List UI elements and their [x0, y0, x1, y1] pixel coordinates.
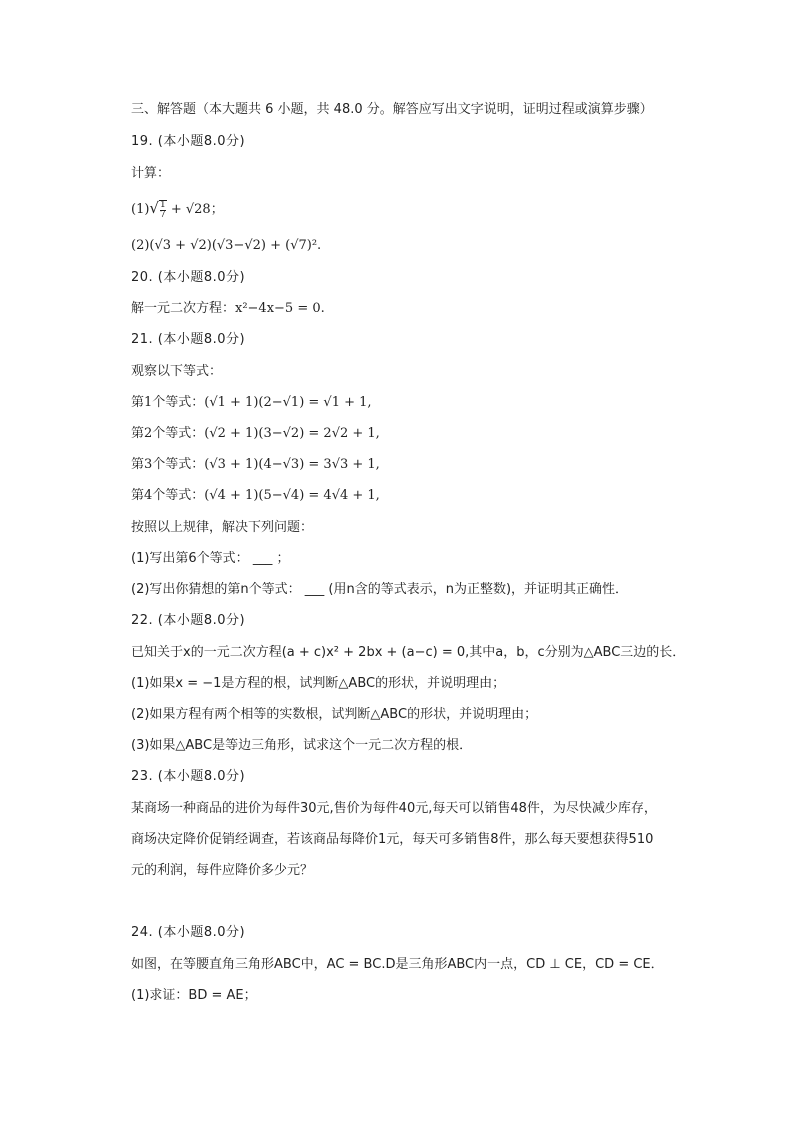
q21-part2: (2)写出你猜想的第n个等式： ___ (用n含的等式表示，n为正整数)，并证明其正确性． — [131, 582, 629, 597]
q23-header: 23. (本小题8.0分) — [131, 769, 246, 784]
q21-eq2: 第2个等式：(√2 + 1)(3−√2) = 2√2 + 1, — [131, 426, 380, 441]
q24-part1: (1)求证：BD = AE； — [131, 988, 257, 1003]
q24-prompt: 如图，在等腰直角三角形ABC中，AC = BC.D是三角形ABC内一点，CD ⊥ CE，CD = CE． — [131, 957, 664, 972]
q19-fraction-den: 7 — [159, 209, 166, 220]
q19-part2: (2)(√3 + √2)(√3−√2) + (√7)². — [131, 238, 322, 253]
q21-eq4: 第4个等式：(√4 + 1)(5−√4) = 4√4 + 1, — [131, 488, 380, 503]
q22-part1: (1)如果x = −1是方程的根，试判断△ABC的形状，并说明理由； — [131, 676, 506, 691]
q22-header: 22. (本小题8.0分) — [131, 613, 246, 628]
q21-rule: 按照以上规律，解决下列问题： — [131, 520, 314, 535]
q19-part1-prefix: (1) — [131, 202, 150, 217]
q19-prompt: 计算： — [131, 166, 171, 181]
q19-part1-rest: + √28； — [166, 202, 224, 217]
q24-header: 24. (本小题8.0分) — [131, 925, 246, 940]
q21-eq3: 第3个等式：(√3 + 1)(4−√3) = 3√3 + 1, — [131, 457, 380, 472]
q23-line3: 元的利润，每件应降价多少元？ — [131, 863, 314, 878]
sqrt-icon: √ — [149, 199, 159, 217]
q22-part3: (3)如果△ABC是等边三角形，试求这个一元二次方程的根． — [131, 738, 473, 753]
q19-part1 — [131, 198, 224, 220]
q22-prompt: 已知关于x的一元二次方程(a + c)x² + 2bx + (a−c) = 0,其中a，b，c分别为△ABC三边的长． — [131, 645, 686, 660]
q20-header: 20. (本小题8.0分) — [131, 270, 246, 285]
q23-line2: 商场决定降价促销经调查，若该商品每降价1元，每天可多销售8件，那么每天要想获得510 — [131, 832, 654, 847]
q19-fraction — [159, 200, 167, 220]
q19-header: 19. (本小题8.0分) — [131, 134, 246, 149]
q21-eq1: 第1个等式：(√1 + 1)(2−√1) = √1 + 1, — [131, 395, 372, 410]
q21-header: 21. (本小题8.0分) — [131, 332, 246, 347]
q20-prompt: 解一元二次方程：x²−4x−5 = 0. — [131, 301, 325, 316]
q22-part2: (2)如果方程有两个相等的实数根，试判断△ABC的形状，并说明理由； — [131, 707, 538, 722]
section-heading: 三、解答题（本大题共 6 小题，共 48.0 分。解答应写出文字说明，证明过程或演算步骤） — [131, 102, 653, 117]
q21-part1: (1)写出第6个等式： ___ ； — [131, 551, 290, 566]
q23-line1: 某商场一种商品的进价为每件30元,售价为每件40元,每天可以销售48件，为尽快减少库存， — [131, 801, 657, 816]
q19-fraction-num: 1 — [159, 199, 166, 210]
q21-prompt: 观察以下等式： — [131, 364, 223, 379]
